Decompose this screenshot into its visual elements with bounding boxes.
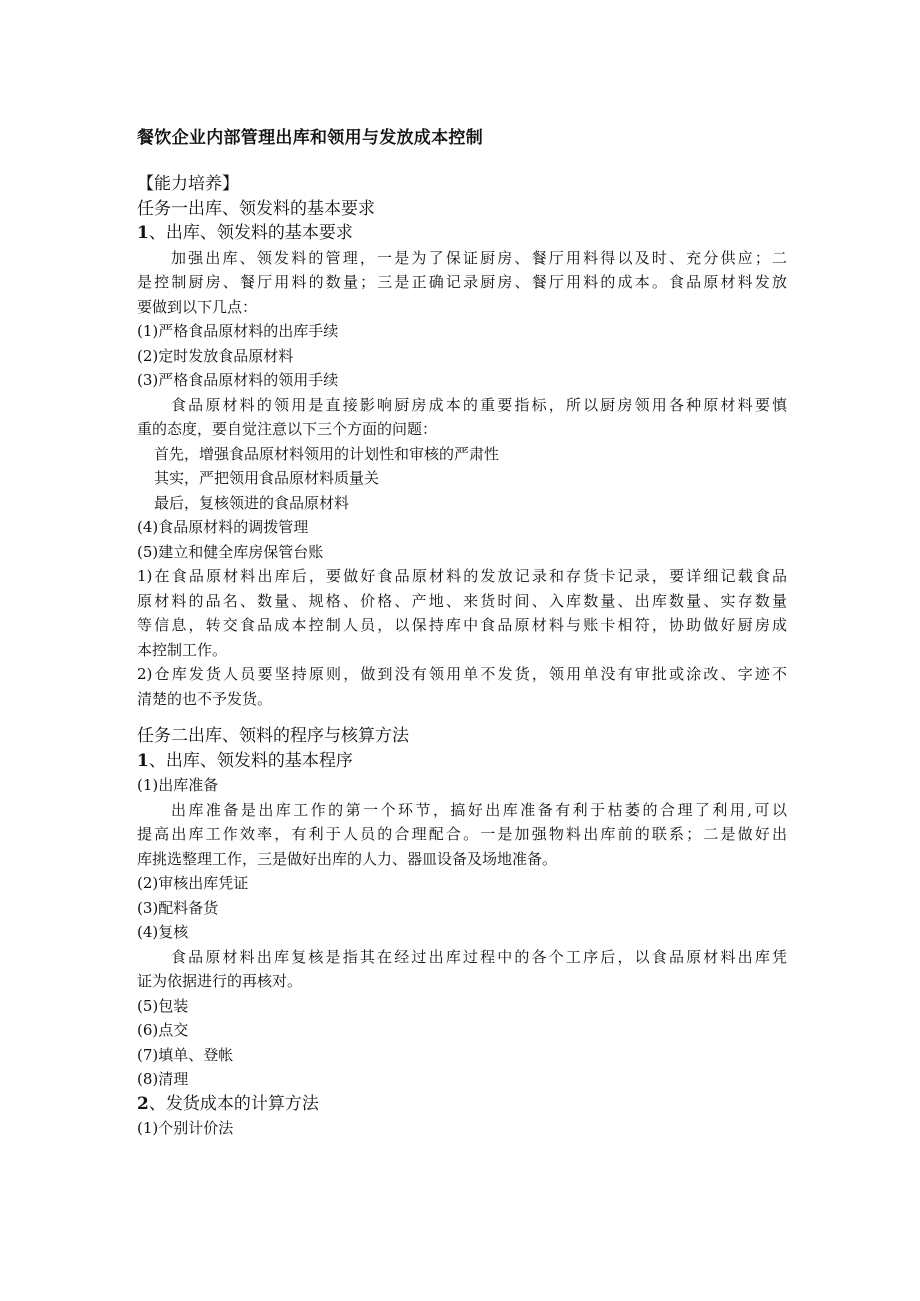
list-item: (1)出库准备 <box>137 776 219 794</box>
list-item: (5)建立和健全库房保管台账 <box>137 542 324 561</box>
task2-heading: 任务二出库、领料的程序与核算方法 <box>137 726 409 746</box>
section-header: 【能力培养】 <box>137 174 239 194</box>
point-item: 最后，复核领进的食品原材料 <box>154 493 350 512</box>
task2-subheading-2 <box>137 1092 787 1117</box>
list-item: (7)填单、登帐 <box>137 1045 234 1064</box>
list-item: (2)审核出库凭证 <box>137 874 249 892</box>
list-item: (1)严格食品原材料的出库手续 <box>137 322 339 340</box>
paragraph-line: 食品原材料出库复核是指其在经过出库过程中的各个工序后，以食品原材料出库凭 <box>171 947 787 966</box>
task2-subheading-2-text: 、发货成本的计算方法 <box>148 1093 319 1114</box>
paragraph-line: 本控制工作。 <box>137 640 228 659</box>
task2-subheading-text: 、出库、领发料的基本程序 <box>148 750 353 771</box>
task1-subheading <box>137 221 787 246</box>
paragraph-line: 是控制厨房、餐厅用料的数量；三是正确记录厨房、餐厅用料的成本。食品原材料发放 <box>137 273 787 291</box>
paragraph-line: 要做到以下几点： <box>137 297 258 316</box>
paragraph-line: 原材料的品名、数量、规格、价格、产地、来货时间、入库数量、出库数量、实存数量 <box>137 591 787 610</box>
list-item: (4)复核 <box>137 923 189 941</box>
list-item: (4)食品原材料的调拨管理 <box>137 518 309 536</box>
paragraph-line: 出库准备是出库工作的第一个环节，搞好出库准备有利于枯萎的合理了利用,可以 <box>171 800 787 819</box>
list-item: (1)个别计价法 <box>137 1119 234 1137</box>
task1-subheading-text: 、出库、领发料的基本要求 <box>148 223 353 243</box>
list-item: (8)清理 <box>137 1070 189 1088</box>
document-title: 餐饮企业内部管理出库和领用与发放成本控制 <box>137 128 483 148</box>
paragraph-line: 加强出库、领发料的管理，一是为了保证厨房、餐厅用料得以及时、充分供应；二 <box>171 248 787 267</box>
paragraph-line: 重的态度，要自觉注意以下三个方面的问题： <box>137 420 438 438</box>
paragraph-line: 证为依据进行的再核对。 <box>137 972 303 990</box>
paragraph-line: 等信息，转交食品成本控制人员，以保持库中食品原材料与账卡相符，协助做好厨房成 <box>137 616 787 634</box>
list-item: (2)定时发放食品原材料 <box>137 346 294 365</box>
point-item: 首先，增强食品原材料领用的计划性和审核的严肃性 <box>154 444 500 463</box>
list-item: (6)点交 <box>137 1021 189 1039</box>
point-item: 其实，严把领用食品原材料质量关 <box>154 469 380 487</box>
list-item: (3)严格食品原材料的领用手续 <box>137 371 339 389</box>
list-item: (3)配料备货 <box>137 898 219 917</box>
task1-heading: 任务一出库、领发料的基本要求 <box>137 198 375 219</box>
task2-subheading-number: 1 <box>137 750 149 771</box>
paragraph-line: 食品原材料的领用是直接影响厨房成本的重要指标，所以厨房领用各种原材料要慎 <box>171 395 787 414</box>
task2-subheading <box>137 749 787 774</box>
task2-subheading-2-number: 2 <box>137 1093 149 1114</box>
paragraph-line: 清楚的也不予发货。 <box>137 689 273 708</box>
paragraph-line: 1)在食品原材料出库后，要做好食品原材料的发放记录和存货卡记录，要详细记载食品 <box>137 567 787 585</box>
list-item: (5)包装 <box>137 996 189 1015</box>
section-gap <box>137 711 787 724</box>
paragraph-line: 2)仓库发货人员要坚持原则，做到没有领用单不发货，领用单没有审批或涂改、字迹不 <box>137 665 787 683</box>
task1-subheading-number: 1 <box>137 223 149 243</box>
paragraph-line: 库挑选整理工作，三是做好出库的人力、器皿设备及场地准备。 <box>137 849 558 868</box>
paragraph-line: 提高出库工作效率，有利于人员的合理配合。一是加强物料出库前的联系；二是做好出 <box>137 825 787 843</box>
document-body <box>137 172 787 1141</box>
